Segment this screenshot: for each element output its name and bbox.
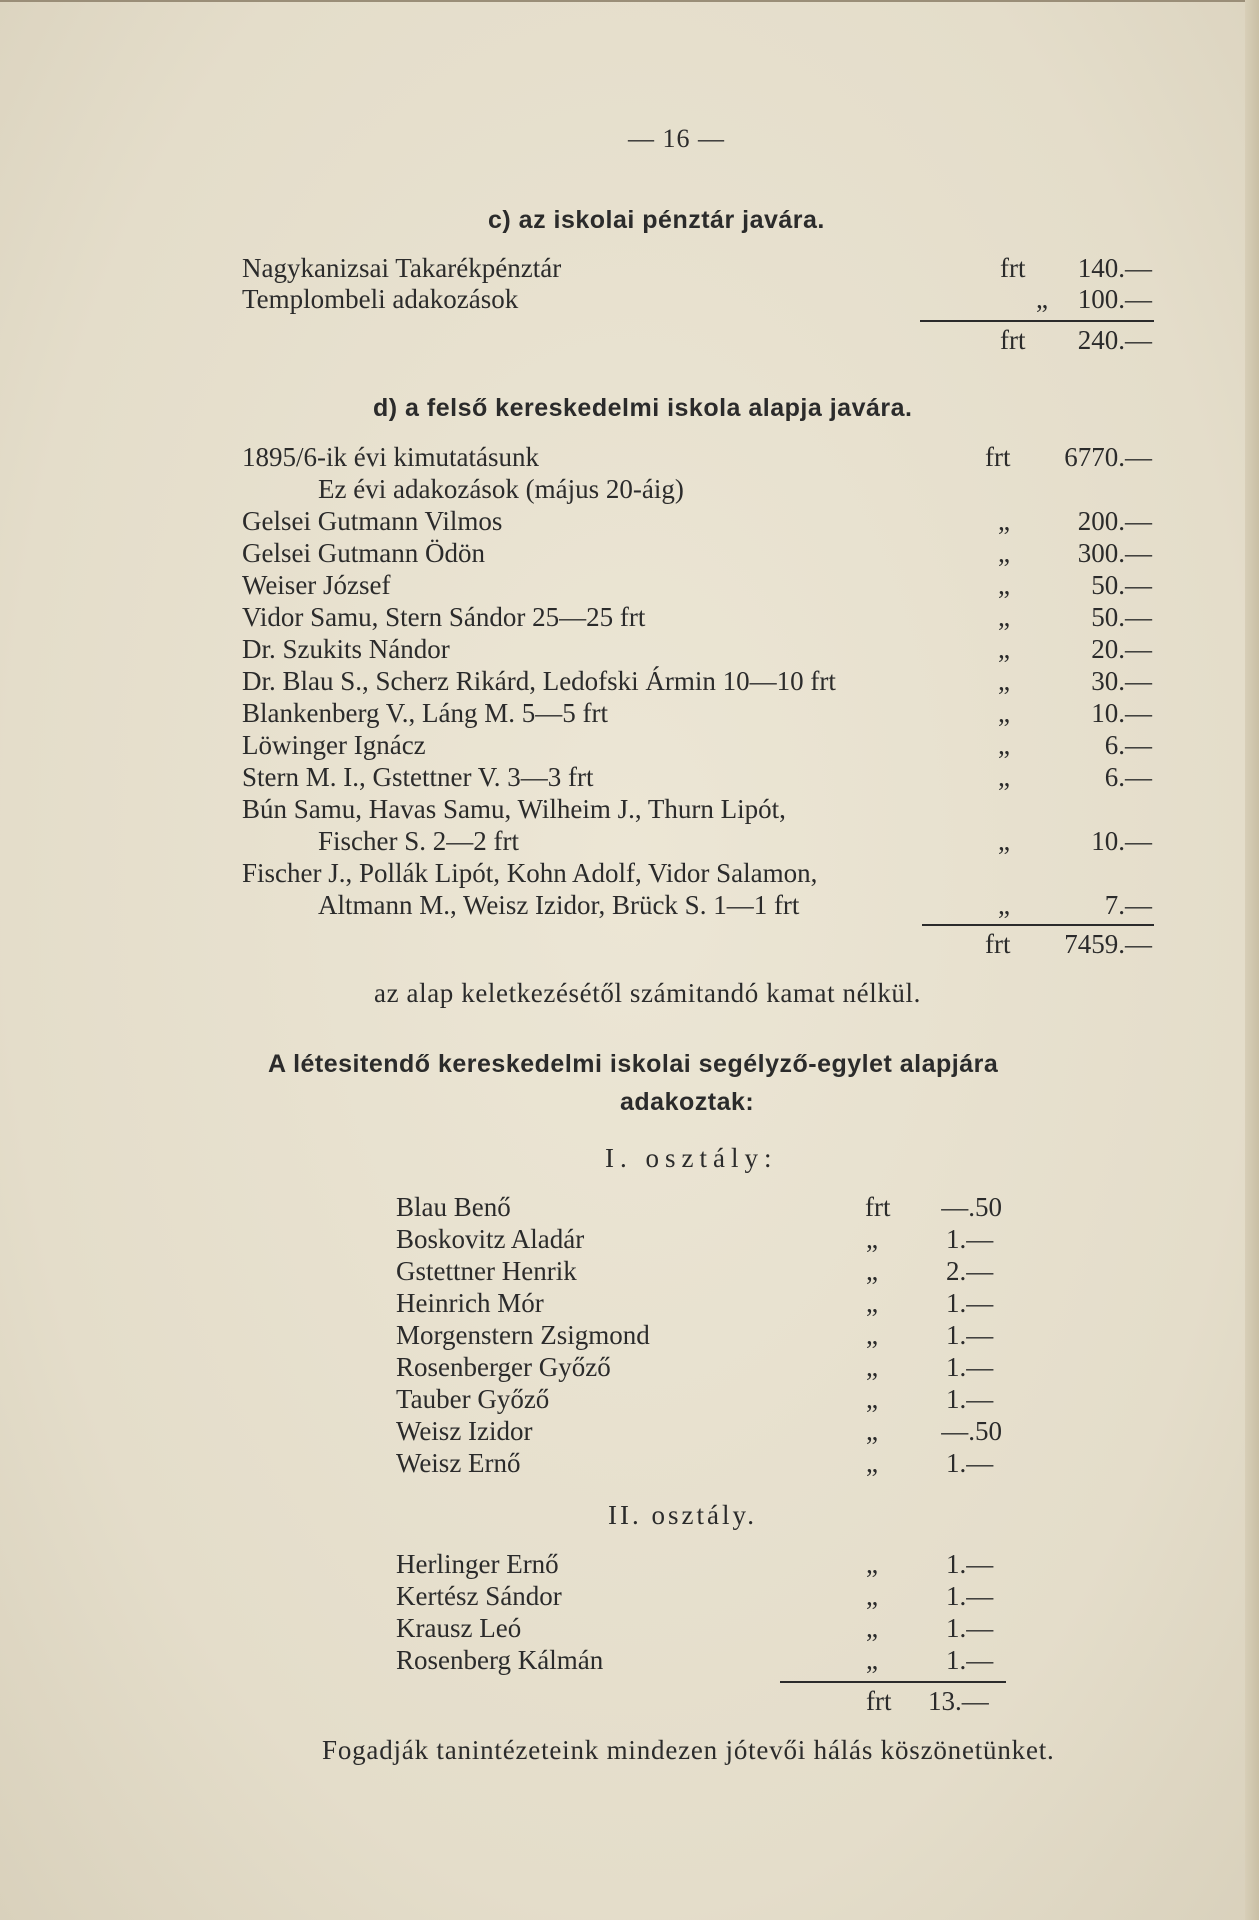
section-d-row-amount: 10.— <box>1091 698 1152 728</box>
class-1-row-amount: 1.— <box>946 1448 994 1478</box>
class-2-row-unit: „ <box>866 1613 878 1643</box>
class-2-row-name: Krausz Leó <box>396 1613 522 1643</box>
class-1-row-unit: „ <box>866 1416 878 1446</box>
section-d-total-amount: 7459.— <box>1064 929 1152 959</box>
section-d-row-unit: „ <box>998 762 1010 792</box>
class-2-title: II. osztály. <box>608 1500 757 1530</box>
section-d-row-amount: 300.— <box>1077 538 1152 568</box>
section-d-row-amount: 20.— <box>1091 634 1152 664</box>
class-2-row-unit: „ <box>866 1581 878 1611</box>
section-d-row-amount: 10.— <box>1091 826 1152 856</box>
section-d-row-name: Blankenberg V., Láng M. 5—5 frt <box>242 698 608 728</box>
class-1-row-amount: —.50 <box>941 1192 1002 1222</box>
section-d-row-name: Vidor Samu, Stern Sándor 25—25 frt <box>242 602 646 632</box>
class-1-row-name: Gstettner Henrik <box>396 1256 577 1286</box>
class-1-row-name: Heinrich Mór <box>396 1288 544 1318</box>
section-e-sum-rule <box>780 1681 1006 1683</box>
class-2-row-amount: 1.— <box>946 1613 994 1643</box>
section-d-row-name: Dr. Blau S., Scherz Rikárd, Ledofski Ármin 10—10 frt <box>242 666 836 696</box>
class-1-row-unit: „ <box>866 1320 878 1350</box>
class-2-row-amount: 1.— <box>946 1549 994 1579</box>
class-2-row-amount: 1.— <box>946 1645 994 1675</box>
class-2-row-amount: 1.— <box>946 1581 994 1611</box>
section-d-row-unit: „ <box>998 506 1010 536</box>
class-2-row-name: Rosenberg Kálmán <box>396 1645 604 1675</box>
section-d-row-name: Altmann M., Weisz Izidor, Brück S. 1—1 frt <box>318 890 800 920</box>
section-d-row-name: Bún Samu, Havas Samu, Wilheim J., Thurn Lipót, <box>242 794 786 824</box>
section-d-row-unit: „ <box>998 890 1010 920</box>
section-d-sum-rule <box>922 924 1154 926</box>
section-e-heading: A létesitendő kereskedelmi iskolai segélyző-egylet alapjára <box>268 1050 999 1078</box>
section-c-row-name: Templombeli adakozások <box>242 284 519 314</box>
class-1-row-unit: „ <box>866 1288 878 1318</box>
class-1-row-amount: 2.— <box>946 1256 994 1286</box>
section-d-row-name: Gelsei Gutmann Vilmos <box>242 506 503 536</box>
class-1-row-unit: „ <box>866 1224 878 1254</box>
class-1-row-unit: „ <box>866 1448 878 1478</box>
class-1-row-unit: „ <box>866 1256 878 1286</box>
class-1-row-unit: „ <box>866 1352 878 1382</box>
section-d-row-name: Dr. Szukits Nándor <box>242 634 450 664</box>
section-d-row-unit: „ <box>998 538 1010 568</box>
class-1-row-amount: —.50 <box>941 1416 1002 1446</box>
section-d-row-amount: 200.— <box>1077 506 1152 536</box>
class-1-row-amount: 1.— <box>946 1320 994 1350</box>
class-1-row-amount: 1.— <box>946 1384 994 1414</box>
section-d-row-unit: „ <box>998 634 1010 664</box>
section-d-row-unit: „ <box>998 826 1010 856</box>
section-d-row-name: Weiser József <box>242 570 391 600</box>
section-c-total-unit: frt <box>1000 325 1026 355</box>
section-d-total-unit: frt <box>985 929 1011 959</box>
class-1-row-amount: 1.— <box>946 1288 994 1318</box>
class-1-row-name: Weisz Ernő <box>396 1448 521 1478</box>
class-2-row-unit: „ <box>866 1549 878 1579</box>
section-d-row-name: Fischer S. 2—2 frt <box>318 826 519 856</box>
section-d-row-unit: „ <box>998 602 1010 632</box>
section-e-heading-line2: adakoztak: <box>620 1088 755 1116</box>
section-d-row-unit: „ <box>998 730 1010 760</box>
section-d-row-name: Gelsei Gutmann Ödön <box>242 538 485 568</box>
section-d-row-unit: frt <box>985 442 1011 472</box>
class-1-row-name: Tauber Győző <box>396 1384 550 1414</box>
section-d-row-amount: 6.— <box>1104 762 1152 792</box>
class-1-row-name: Weisz Izidor <box>396 1416 533 1446</box>
section-c-row-name: Nagykanizsai Takarékpénztár <box>242 253 562 283</box>
class-2-row-name: Kertész Sándor <box>396 1581 562 1611</box>
section-d-row-name: Fischer J., Pollák Lipót, Kohn Adolf, Vidor Salamon, <box>242 858 818 888</box>
page-edge-shadow <box>1245 0 1259 1920</box>
class-1-row-name: Blau Benő <box>396 1192 511 1222</box>
class-2-row-name: Herlinger Ernő <box>396 1549 559 1579</box>
section-c-total-amount: 240.— <box>1077 325 1152 355</box>
section-d-row-amount: 6.— <box>1104 730 1152 760</box>
section-e-total-amount: 13.— <box>928 1686 989 1716</box>
class-1-row-name: Boskovitz Aladár <box>396 1224 585 1254</box>
section-d-row-name: 1895/6-ik évi kimutatásunk <box>242 442 539 472</box>
section-c-row-amount: 140.— <box>1077 253 1152 283</box>
section-c-row-amount: 100.— <box>1077 284 1152 314</box>
class-1-title: I. osztály: <box>605 1143 778 1173</box>
section-c-sum-rule <box>920 320 1154 322</box>
class-2-row-unit: „ <box>866 1645 878 1675</box>
section-d-heading: d) a felső kereskedelmi iskola alapja javára. <box>373 394 913 422</box>
section-c-row-unit: frt <box>1000 253 1026 283</box>
class-1-row-unit: „ <box>866 1384 878 1414</box>
section-d-row-amount: 50.— <box>1091 602 1152 632</box>
section-d-row-name: Ez évi adakozások (május 20-áig) <box>318 474 684 504</box>
section-d-row-unit: „ <box>998 698 1010 728</box>
class-1-row-unit: frt <box>865 1192 891 1222</box>
section-c-heading: c) az iskolai pénztár javára. <box>488 206 825 234</box>
class-1-row-amount: 1.— <box>946 1224 994 1254</box>
section-d-row-name: Stern M. I., Gstettner V. 3—3 frt <box>242 762 594 792</box>
class-1-row-amount: 1.— <box>946 1352 994 1382</box>
section-d-row-unit: „ <box>998 570 1010 600</box>
class-1-row-name: Morgenstern Zsigmond <box>396 1320 650 1350</box>
section-e-total-unit: frt <box>866 1686 892 1716</box>
class-1-row-name: Rosenberger Győző <box>396 1352 611 1382</box>
section-d-row-amount: 50.— <box>1091 570 1152 600</box>
section-d-row-name: Löwinger Ignácz <box>242 730 426 760</box>
section-d-row-unit: „ <box>998 666 1010 696</box>
section-d-row-amount: 6770.— <box>1064 442 1152 472</box>
page-number: — 16 — <box>628 124 725 153</box>
section-c-row-unit: „ <box>1036 284 1048 314</box>
section-d-row-amount: 7.— <box>1104 890 1152 920</box>
section-d-row-amount: 30.— <box>1091 666 1152 696</box>
section-d-note: az alap keletkezésétől számitandó kamat nélkül. <box>374 978 921 1008</box>
closing-text: Fogadják tanintézeteink mindezen jótevői hálás köszönetünket. <box>322 1735 1055 1765</box>
top-edge-line <box>0 0 1259 2</box>
